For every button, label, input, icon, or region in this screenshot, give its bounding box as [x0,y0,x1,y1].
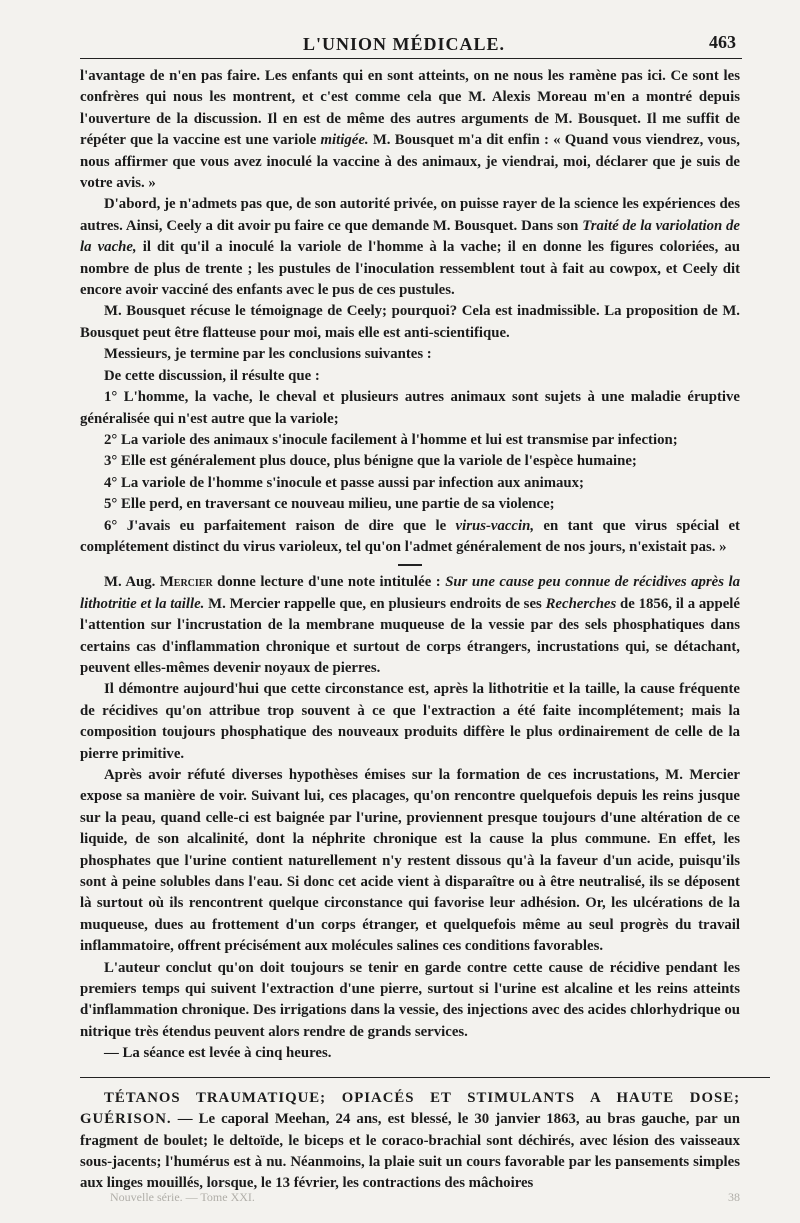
conclusion-item: 5° Elle perd, en traversant ce nouveau milieu, une partie de sa violence; [104,496,555,513]
paragraph: Après avoir réfuté diverses hypothèses émises sur la formation de ces incrustations, M. Mercier expose sa manière de voir. Suivant lui, ces placages, qu'on rencontre quelquefois depuis les reins jusque sur la peau, quand celle-ci est baignée par l'urine, proviennent presque toujours d'une altération de ce liquide, de son alcalinité, dont la néphrite chronique est la cause la plus commune. En effet, les phosphates que l'urine contient naturellement n'y restent dissous qu'à la faveur d'un acide, puisqu'ils sont à peine solubles dans l'eau. Si donc cet acide vient à disparaître ou à être neutralisé, ils se déposent là surtout où ils rencontrent quelque circonstance qui favorise leur adhésion. Or, les ulcérations de la muqueuse, dues au frottement d'un corps étranger, et quelquefois même au seul progrès du travail inflammatoire, offrent précisément aux molécules salines ces conditions favorables. [80,767,740,955]
conclusion-item: 2° La variole des animaux s'inocule facilement à l'homme et lui est transmise par infection; [104,431,678,448]
paragraph: TÉTANOS TRAUMATIQUE; OPIACÉS ET STIMULANTS A HAUTE DOSE; GUÉRISON. — Le caporal Meehan, 24 ans, est blessé, le 30 janvier 1863, au bras gauche, par un fragment de boulet; le deltoïde, le biceps et le coraco-brachial sont déchirés, avec lésion des vaisseaux sous-jacents; l'humérus est à nu. Néanmoins, la plaie suit un cours favorable par les pansements simples aux linges mouillés, lorsque, le 13 février, les contractions des mâchoires [80,1089,740,1192]
paragraph: D'abord, je n'admets pas que, de son autorité privée, on puisse rayer de la science les expériences des autres. Ainsi, Ceely a dit avoir pu faire ce que demande M. Bousquet. Dans son Traité de la variolation de la vache, il dit qu'il a inoculé la variole de l'homme à la vache; il en donne les figures coloriées, au nombre de plus de trente ; les pustules de l'inoculation ressemblent tout à fait au cowpox, et Ceely dit encore avoir vacciné des enfants avec le pus de ces pustules. [80,196,740,299]
page-number: 463 [709,32,736,52]
paragraph: Messieurs, je termine par les conclusions suivantes : [104,346,432,363]
paragraph: Il démontre aujourd'hui que cette circonstance est, après la lithotritie et la taille, la cause fréquente de récidives qu'on attribue trop souvent à ce que l'extraction a été faite incomplétement; mais la composition toujours phosphatique des nouveaux produits diffère le plus ordinairement de celle de la pierre primitive. [80,681,740,762]
paragraph: — La séance est levée à cinq heures. [104,1045,332,1062]
conclusion-item: 6° J'avais eu parfaitement raison de dire que le virus-vaccin, en tant que virus spécial et complétement distinct du virus varioleux, tel qu'on l'admet généralement de nos jours, n'existait pas. » [80,517,740,555]
header-rule [80,58,742,59]
conclusion-item: 4° La variole de l'homme s'inocule et passe aussi par infection aux animaux; [104,474,584,491]
running-title: L'UNION MÉDICALE. [302,33,506,54]
page-header [72,30,736,58]
page-footer [110,1190,740,1205]
paragraph: M. Aug. Mercier donne lecture d'une note intitulée : Sur une cause peu connue de récidives après la lithotritie et la taille. M. Mercier rappelle que, en plusieurs endroits de ses Recherches de 1856, il a appelé l'attention sur l'incrustation de la membrane muqueuse de la vessie par des sels phosphatiques dans certains cas d'inflammation chronique et surtout de corps étrangers, incrustations qui, se détachant, peuvent elles-mêmes devenir noyaux de pierres. [80,574,740,676]
footer-signature: 38 [728,1190,740,1204]
section-separator [398,564,422,566]
footer-series: Nouvelle série. — Tome XXI. [110,1190,255,1204]
conclusion-item: 3° Elle est généralement plus douce, plus bénigne que la variole de l'espèce humaine; [104,453,637,470]
paragraph: M. Bousquet récuse le témoignage de Ceely; pourquoi? Cela est inadmissible. La proposition de M. Bousquet peut être flatteuse pour moi, mais elle est anti-scientifique. [80,303,740,341]
conclusion-item: 1° L'homme, la vache, le cheval et plusieurs autres animaux sont sujets à une maladie éruptive généralisée qui n'est autre que la variole; [80,389,740,427]
paragraph: l'avantage de n'en pas faire. Les enfants qui en sont atteints, on ne nous les ramène pas ici. Ce sont les confrères qui nous les montrent, et c'est comme cela que M. Alexis Moreau m'en a montré depuis l'ouverture de la discussion. Il en est de même des autres arguments de M. Bousquet. Il me suffit de répéter que la vaccine est une variole mitigée. M. Bousquet m'a dit enfin : « Quand vous viendrez, vous, nous affirmer que vous avez inoculé la vaccine à des animaux, je viendrai, moi, déclarer que je suis de votre avis. » [80,68,740,192]
body-text [80,66,740,1195]
paragraph: L'auteur conclut qu'on doit toujours se tenir en garde contre cette cause de récidive pendant les premiers temps qui suivent l'extraction d'une pierre, surtout si l'urine est alcaline et les reins atteints d'inflammation chronique. Des irrigations dans la vessie, des injections avec des acides chlorhydrique ou nitrique très étendus peuvent alors rendre de grands services. [80,959,740,1040]
paragraph: De cette discussion, il résulte que : [104,367,320,384]
section-rule [80,1077,770,1078]
section-title: TÉTANOS TRAUMATIQUE; OPIACÉS ET STIMULANTS A HAUTE DOSE; GUÉRISON. [80,1089,740,1128]
